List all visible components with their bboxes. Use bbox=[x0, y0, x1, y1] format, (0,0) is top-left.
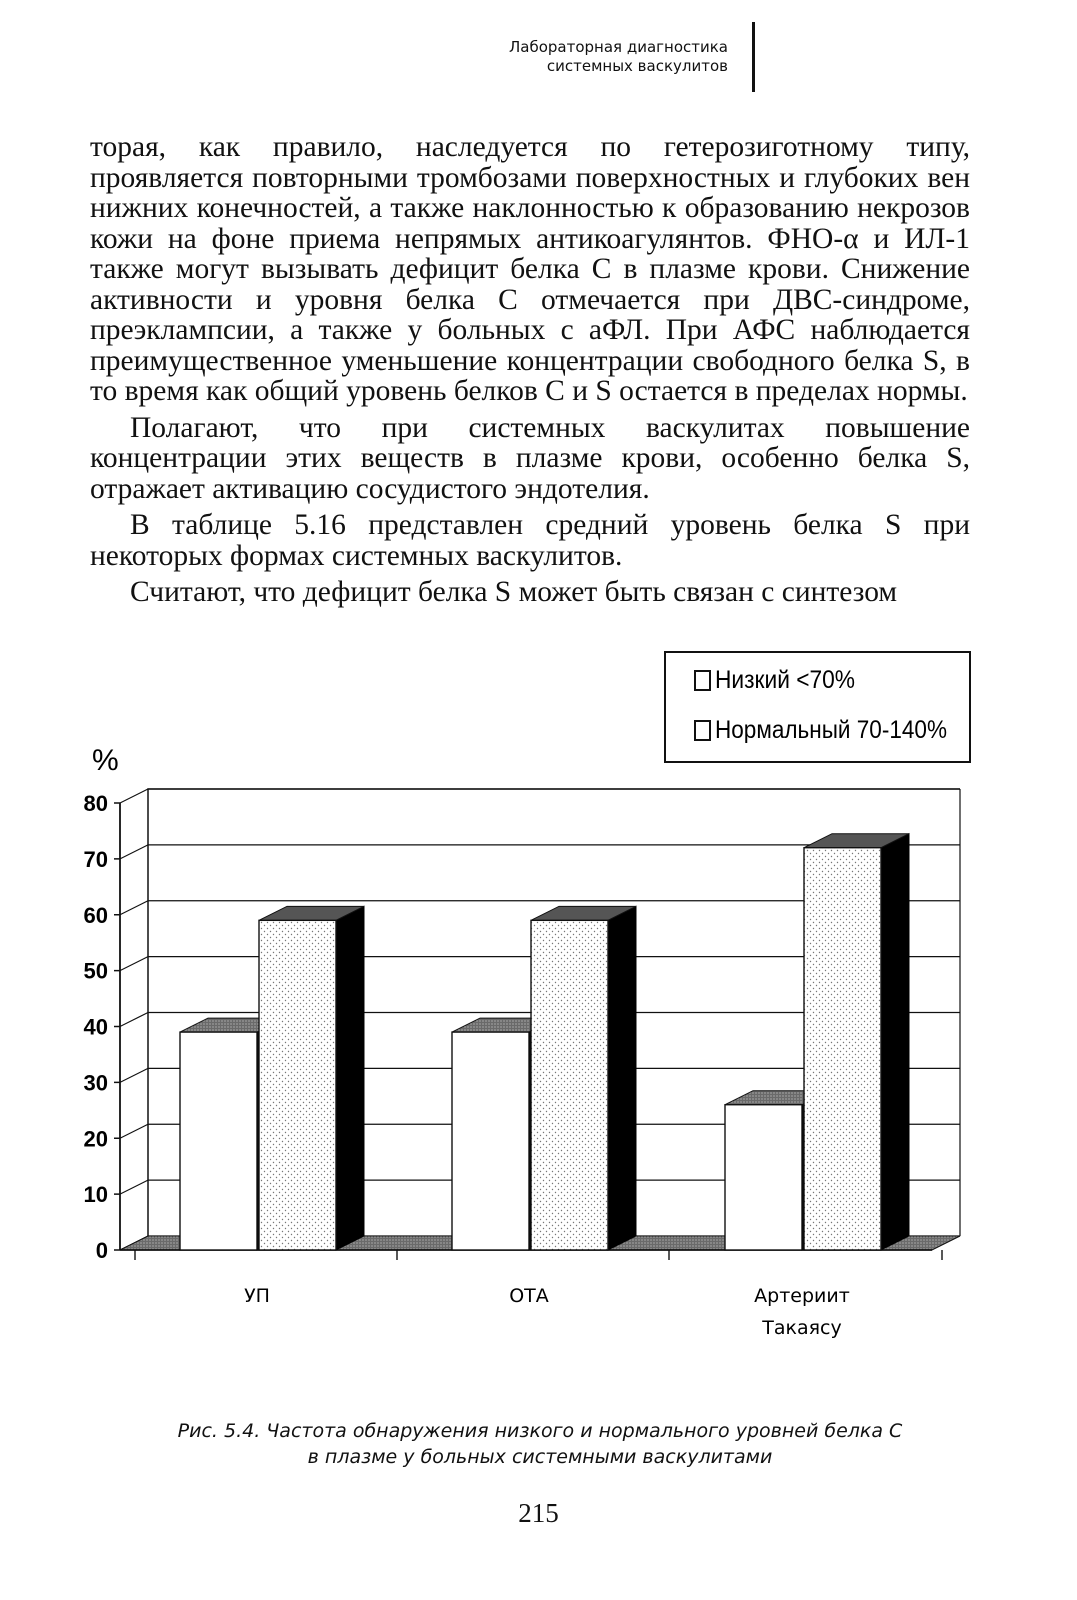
bar-side bbox=[608, 906, 636, 1250]
x-tick-label: ОТА bbox=[509, 1285, 549, 1307]
caption-line2: в плазме у больных системными васкулитами bbox=[307, 1446, 773, 1468]
running-head bbox=[470, 38, 728, 76]
bar bbox=[531, 920, 608, 1250]
y-tick-label: 80 bbox=[83, 791, 108, 816]
x-tick-label: Артериит bbox=[754, 1285, 850, 1307]
legend-swatch bbox=[695, 721, 710, 740]
y-tick-label: 40 bbox=[83, 1014, 108, 1040]
paragraph-1: торая, как правило, наследуется по гетерозиготному типу, проявляется повторными тромбозами поверхностных и глубоких вен нижних конечностей, а также наклонностью к образованию некрозов кожи на фоне приема непрямых антикоагулянтов. ФНО-α и ИЛ-1 также могут вызывать дефицит белка С в плазме крови. Снижение активности и уровня белка С отмечается при ДВС-синдроме, преэклампсии, а также у больных с аФЛ. При АФС наблюдается преимущественное уменьшение концентрации свободного белка S, в то время как общий уровень белков С и S остается в пределах нормы. bbox=[90, 131, 970, 407]
gridline-side bbox=[120, 845, 148, 859]
y-tick-label: 60 bbox=[83, 902, 108, 928]
bar bbox=[259, 920, 336, 1250]
x-tick-label: Такаясу bbox=[762, 1317, 842, 1339]
plot-area bbox=[84, 744, 960, 1339]
gridline-side bbox=[120, 1180, 148, 1194]
figure-caption bbox=[90, 1418, 990, 1470]
paragraph-3: В таблице 5.16 представлен средний уровень белка S при некоторых формах системных васкулитов. bbox=[90, 509, 970, 572]
paragraph-4: Считают, что дефицит белка S может быть связан с синтезом bbox=[130, 576, 898, 608]
gridline-side bbox=[120, 957, 148, 971]
gridline-side bbox=[120, 789, 148, 803]
legend bbox=[665, 652, 970, 762]
bar-side bbox=[881, 834, 909, 1250]
y-tick-label: 50 bbox=[83, 958, 108, 984]
page-number: 215 bbox=[518, 1498, 559, 1528]
header-rule bbox=[752, 22, 755, 92]
gridline-side bbox=[120, 901, 148, 915]
paragraph-2: Полагают, что при системных васкулитах повышение концентрации этих веществ в плазме крови, особенно белка S, отражает активацию сосудистого эндотелия. bbox=[90, 411, 970, 505]
bar bbox=[180, 1032, 257, 1250]
y-tick-label: 10 bbox=[83, 1182, 108, 1208]
running-title-line2: системных васкулитов bbox=[546, 57, 728, 75]
x-tick-label: УП bbox=[244, 1285, 270, 1307]
y-axis-label: % bbox=[92, 744, 119, 777]
bar bbox=[725, 1105, 802, 1250]
caption-line1: Рис. 5.4. Частота обнаружения низкого и нормального уровней белка С bbox=[177, 1420, 903, 1442]
bar-chart bbox=[80, 645, 980, 1405]
legend-label: Нормальный 70-140% bbox=[715, 716, 947, 744]
gridline-side bbox=[120, 1124, 148, 1138]
running-title-line1: Лабораторная диагностика bbox=[508, 38, 728, 56]
gridline-side bbox=[120, 1068, 148, 1082]
legend-swatch bbox=[695, 671, 710, 690]
legend-label: Низкий <70% bbox=[715, 666, 855, 694]
bar bbox=[804, 848, 881, 1250]
body-text bbox=[90, 132, 970, 614]
y-tick-label: 70 bbox=[83, 846, 108, 872]
bar bbox=[452, 1032, 529, 1250]
y-tick-label: 30 bbox=[83, 1070, 108, 1096]
gridline-side bbox=[120, 1013, 148, 1027]
y-tick-label: 0 bbox=[95, 1238, 108, 1263]
bar-side bbox=[336, 906, 364, 1250]
y-tick-label: 20 bbox=[83, 1126, 108, 1152]
